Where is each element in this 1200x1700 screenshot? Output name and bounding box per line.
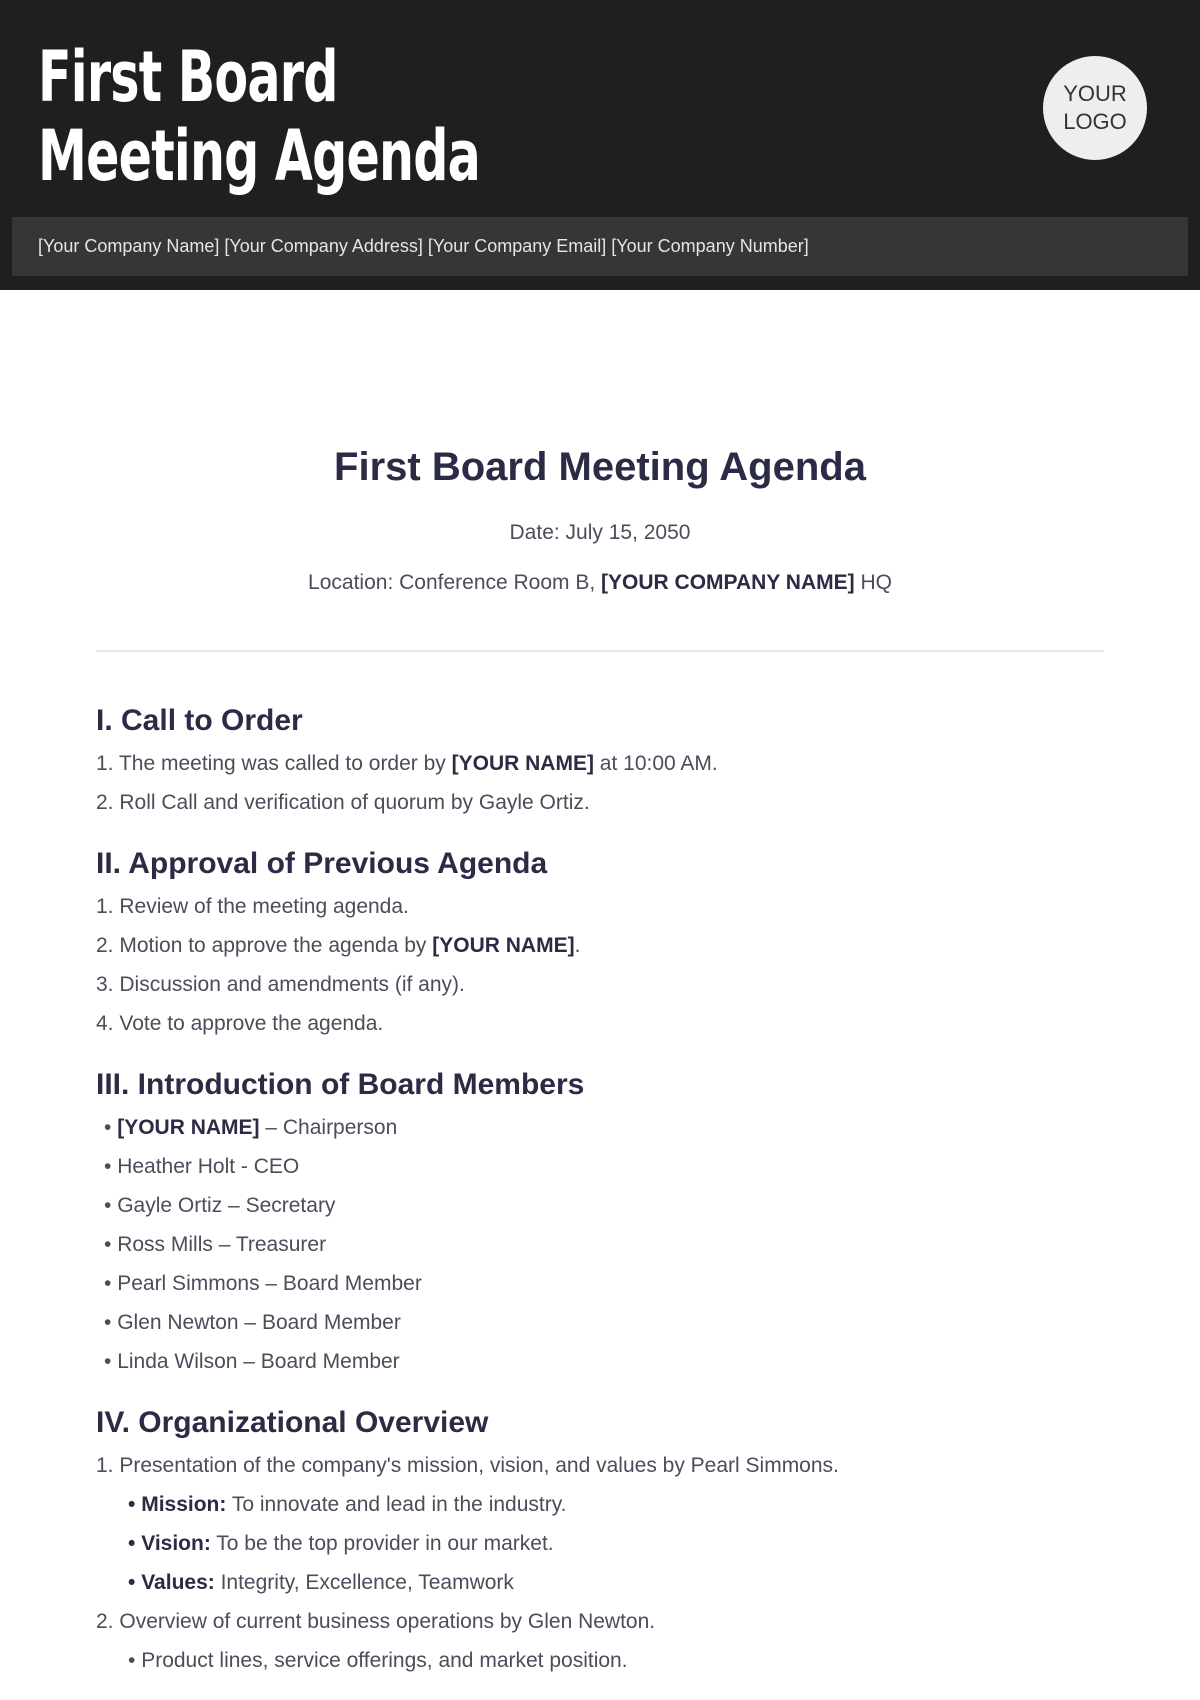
list-item (96, 926, 1104, 965)
bullet-icon: • (104, 1155, 112, 1178)
section-heading: II. Approval of Previous Agenda (96, 847, 548, 880)
list-number: 4. (96, 1012, 120, 1035)
item-text: Overview of current business operations by Glen Newton. (119, 1610, 656, 1633)
list-item (96, 783, 1104, 822)
company-logo (1043, 56, 1147, 160)
list-number: 2. (96, 934, 120, 957)
section-introduction-of-board-members (96, 1064, 1104, 1381)
header-title (38, 38, 584, 196)
bullet-icon: • (104, 1350, 112, 1373)
item-text: Heather Holt - CEO (117, 1155, 300, 1178)
bullet-icon: • (104, 1233, 112, 1256)
list-item (96, 965, 1104, 1004)
numbered-list (96, 744, 1104, 822)
list-item (96, 1264, 1104, 1303)
company-info-bar (12, 217, 1188, 276)
location-prefix: Location: Conference Room B, (308, 571, 602, 594)
header-title-line-1: First Board (38, 36, 338, 118)
list-item (96, 1225, 1104, 1264)
list-number: 2. (96, 791, 120, 814)
bullet-icon: • (128, 1649, 136, 1672)
document-header (0, 0, 1200, 290)
section-heading: I. Call to Order (96, 704, 303, 737)
item-text: Linda Wilson – Board Member (117, 1350, 400, 1373)
item-text: Ross Mills – Treasurer (117, 1233, 327, 1256)
header-title-line-2: Meeting Agenda (38, 115, 480, 197)
item-text: Integrity, Excellence, Teamwork (214, 1571, 514, 1594)
list-item (96, 1147, 1104, 1186)
item-bold-text: [YOUR NAME] (117, 1116, 260, 1139)
bullet-icon: • (128, 1532, 136, 1555)
list-item (96, 887, 1104, 926)
bullet-icon: • (104, 1194, 112, 1217)
item-text: Pearl Simmons – Board Member (117, 1272, 422, 1295)
list-item (128, 1524, 1104, 1563)
list-item (96, 1602, 1104, 1641)
document-title: First Board Meeting Agenda (334, 445, 866, 489)
item-bold-text: Values: (141, 1571, 215, 1594)
item-bold-text: [YOUR NAME] (432, 934, 575, 957)
sub-bullet-list (96, 1485, 1104, 1602)
numbered-list (96, 887, 1104, 1043)
item-text: To be the top provider in our market. (210, 1532, 554, 1555)
numbered-list (96, 1602, 1104, 1641)
list-number: 1. (96, 752, 119, 775)
item-text: To innovate and lead in the industry. (226, 1493, 567, 1516)
list-number: 1. (96, 895, 120, 918)
sub-bullet-list (96, 1641, 1104, 1680)
item-text: Glen Newton – Board Member (117, 1311, 401, 1334)
section-approval-of-previous-agenda (96, 843, 1104, 1043)
item-text: The meeting was called to order by (118, 752, 452, 775)
section-organizational-overview (96, 1402, 1104, 1680)
location-suffix: HQ (854, 571, 892, 594)
list-item (96, 1446, 1104, 1485)
list-item (96, 1303, 1104, 1342)
item-text: Discussion and amendments (if any). (119, 973, 465, 996)
meeting-date: Date: July 15, 2050 (509, 521, 691, 544)
list-item (128, 1563, 1104, 1602)
list-item (96, 1108, 1104, 1147)
bullet-icon: • (104, 1311, 112, 1334)
item-text: Review of the meeting agenda. (119, 895, 409, 918)
company-info-text: [Your Company Name] [Your Company Address] [Your Company Email] [Your Company Number] (38, 236, 809, 256)
logo-text-line-2: LOGO (1063, 109, 1127, 134)
list-item (128, 1641, 1104, 1680)
list-number: 1. (96, 1454, 120, 1477)
list-item (96, 1342, 1104, 1381)
bullet-icon: • (104, 1116, 112, 1139)
bullet-icon: • (128, 1571, 136, 1594)
section-call-to-order (96, 700, 1104, 822)
section-heading: III. Introduction of Board Members (96, 1068, 585, 1101)
agenda-content (96, 700, 1104, 1700)
item-text: Product lines, service offerings, and market position. (141, 1649, 628, 1672)
divider (96, 650, 1104, 652)
logo-text-line-1: YOUR (1063, 81, 1127, 106)
item-bold-text: Vision: (141, 1532, 211, 1555)
location-company-name: [YOUR COMPANY NAME] (601, 571, 855, 594)
item-text: Presentation of the company's mission, vision, and values by Pearl Simmons. (119, 1454, 839, 1477)
meeting-location (0, 568, 1200, 598)
item-text: Vote to approve the agenda. (119, 1012, 384, 1035)
list-number: 2. (96, 1610, 120, 1633)
item-text: Gayle Ortiz – Secretary (117, 1194, 336, 1217)
item-text: Motion to approve the agenda by (119, 934, 433, 957)
section-heading: IV. Organizational Overview (96, 1406, 489, 1439)
list-number: 3. (96, 973, 120, 996)
list-item (96, 1004, 1104, 1043)
bullet-icon: • (104, 1272, 112, 1295)
bullet-icon: • (128, 1493, 136, 1516)
item-text: at 10:00 AM. (593, 752, 718, 775)
item-text: – Chairperson (259, 1116, 398, 1139)
list-item (128, 1485, 1104, 1524)
logo-text (1055, 80, 1135, 136)
item-text: . (574, 934, 581, 957)
list-item (96, 744, 1104, 783)
bullet-list (96, 1108, 1104, 1381)
numbered-list (96, 1446, 1104, 1485)
item-text: Roll Call and verification of quorum by Gayle Ortiz. (119, 791, 590, 814)
item-bold-text: [YOUR NAME] (451, 752, 594, 775)
item-bold-text: Mission: (141, 1493, 227, 1516)
list-item (96, 1186, 1104, 1225)
